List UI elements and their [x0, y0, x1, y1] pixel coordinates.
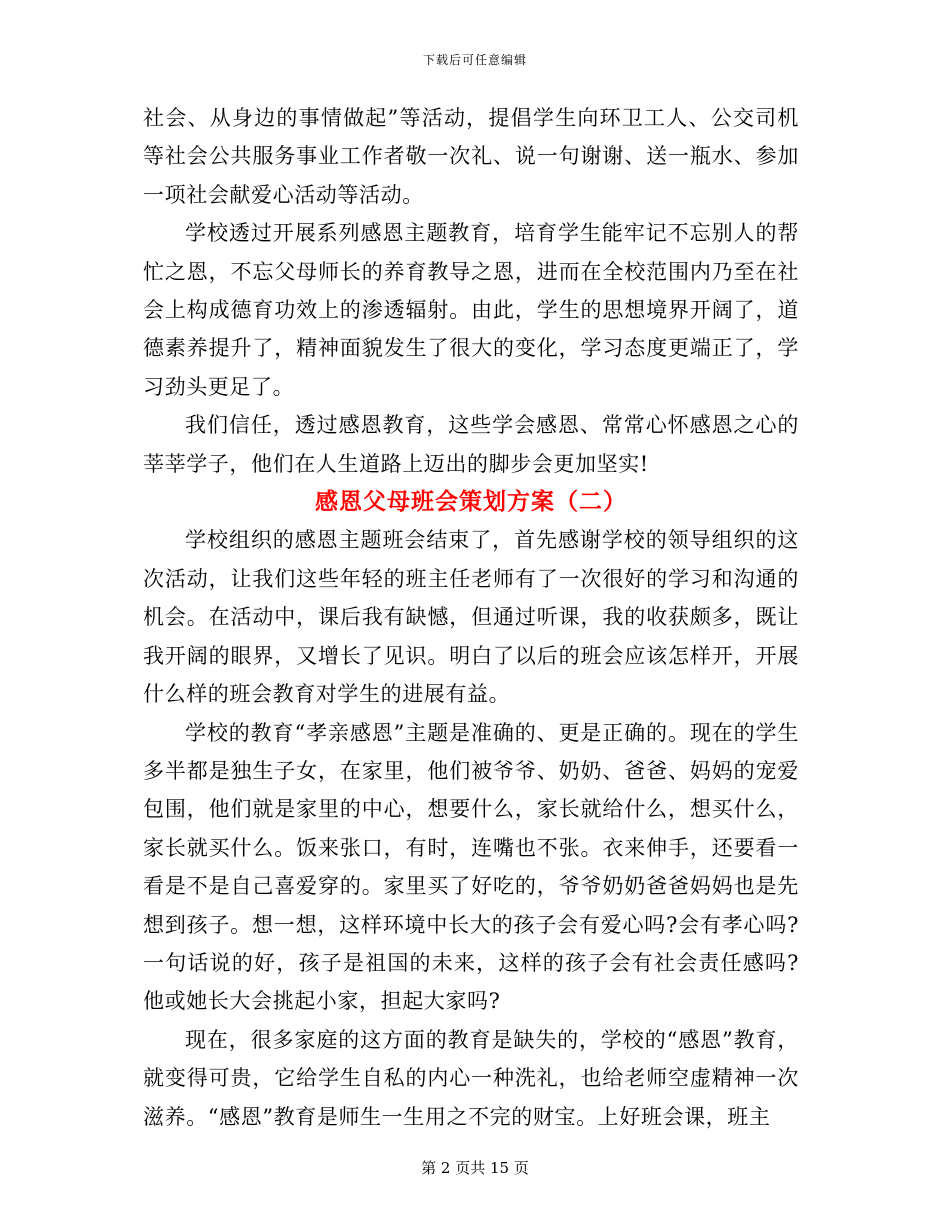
page-header: 下载后可任意编辑	[422, 53, 527, 67]
document-body	[143, 99, 799, 1136]
paragraph: 学校透过开展系列感恩主题教育，培育学生能牢记不忘别人的帮忙之恩，不忘父母师长的养育教导之恩，进而在全校范围内乃至在社会上构成德育功效上的渗透辐射。由此，学生的思想境界开阔了，道德素养提升了，精神面貌发生了很大的变化，学习态度更端正了，学习劲头更足了。	[143, 221, 799, 399]
paragraph: 学校的教育“孝亲感恩”主题是准确的、更是正确的。现在的学生多半都是独生子女，在家里，他们被爷爷、奶奶、爸爸、妈妈的宠爱包围，他们就是家里的中心，想要什么，家长就给什么，想买什么，家长就买什么。饭来张口，有时，连嘴也不张。衣来伸手，还要看一看是不是自己喜爱穿的。家里买了好吃的，爷爷奶奶爸爸妈妈也是先想到孩子。想一想，这样环境中长大的孩子会有爱心吗?会有孝心吗?一句话说的好，孩子是祖国的未来，这样的孩子会有社会责任感吗?他或她长大会挑起小家，担起大家吗?	[143, 720, 799, 1014]
paragraph: 社会、从身边的事情做起”等活动，提倡学生向环卫工人、公交司机等社会公共服务事业工作者敬一次礼、说一句谢谢、送一瓶水、参加一项社会献爱心活动等活动。	[143, 106, 799, 207]
paragraph: 学校组织的感恩主题班会结束了，首先感谢学校的领导组织的这次活动，让我们这些年轻的班主任老师有了一次很好的学习和沟通的机会。在活动中，课后我有缺憾，但通过听课，我的收获颇多，既让我开阔的眼界，又增长了见识。明白了以后的班会应该怎样开，开展什么样的班会教育对学生的进展有益。	[143, 528, 799, 707]
page-footer: 第 2 页共 15 页	[421, 1159, 529, 1177]
paragraph: 现在，很多家庭的这方面的教育是缺失的，学校的“感恩”教育，就变得可贵，它给学生自私的内心一种洗礼，也给老师空虚精神一次滋养。“感恩”教育是师生一生用之不完的财宝。上好班会课，班主	[143, 1027, 799, 1129]
paragraph: 我们信任，透过感恩教育，这些学会感恩、常常心怀感恩之心的莘莘学子，他们在人生道路上迈出的脚步会更加坚实!	[143, 413, 799, 476]
section-title: 感恩父母班会策划方案（二）	[315, 488, 627, 516]
